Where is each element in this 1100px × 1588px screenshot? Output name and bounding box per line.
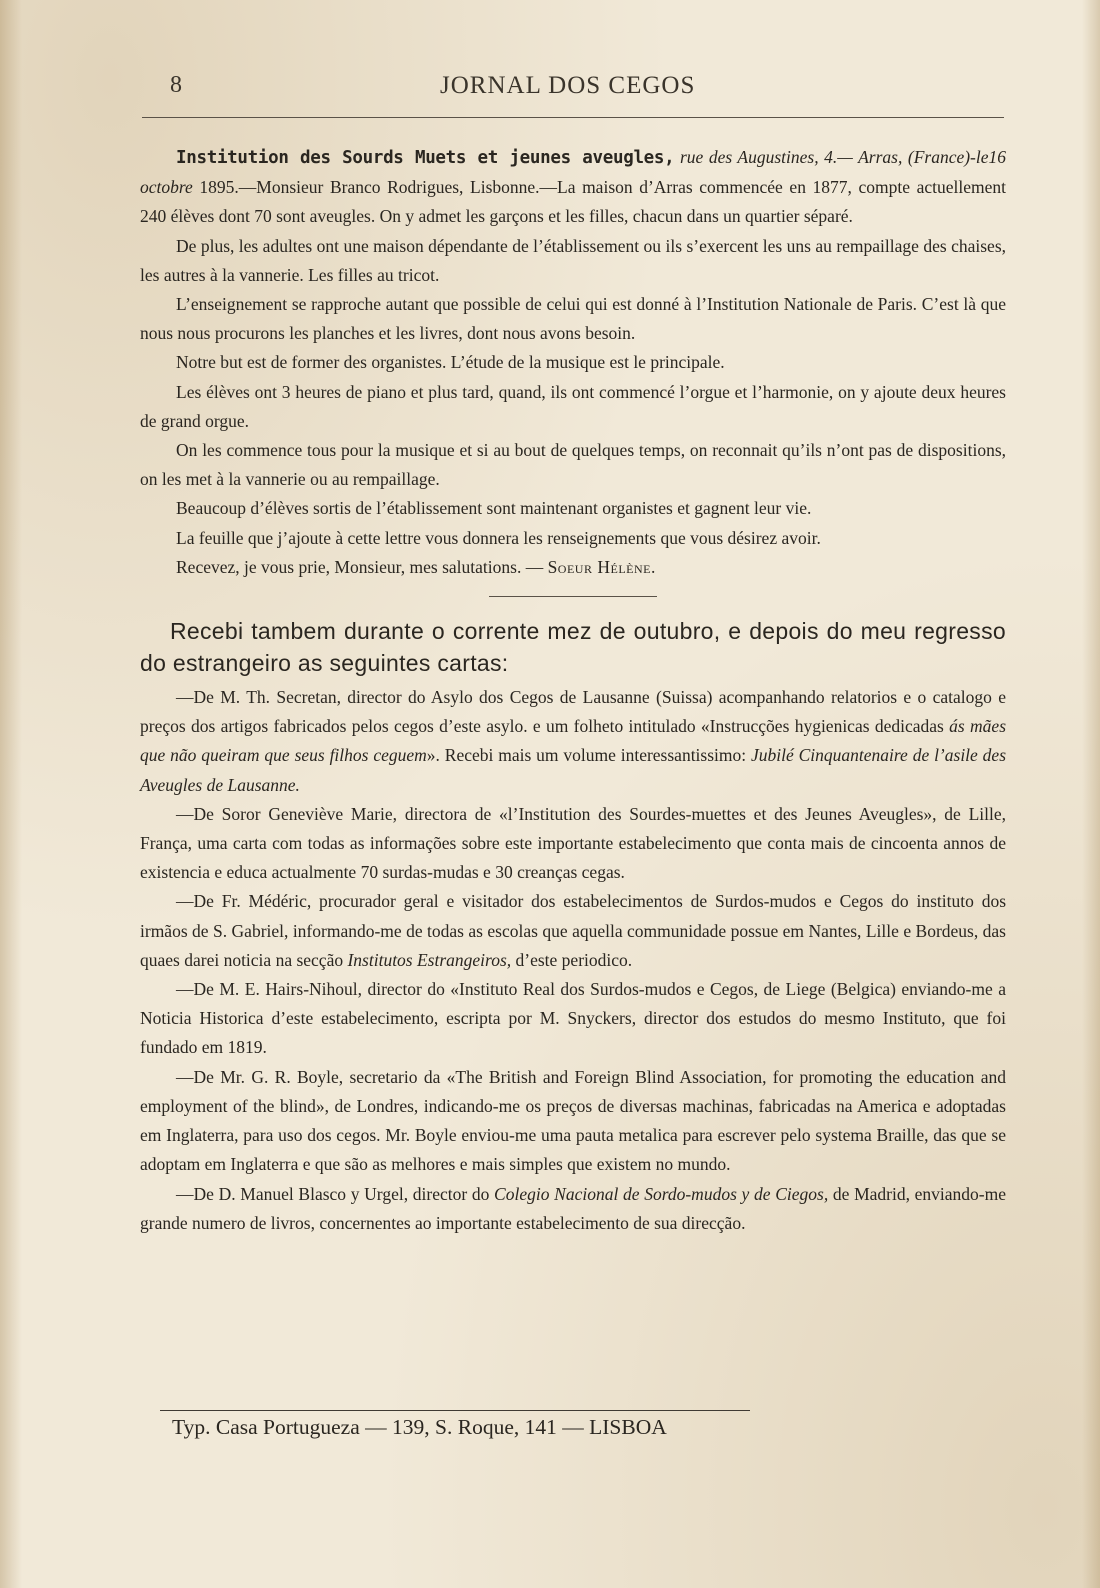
running-title: JORNAL DOS CEGOS <box>440 72 696 99</box>
intro-paragraph: Recebi tambem durante o corrente mez de outubro, e depois do meu regresso do estrangeiro as seguintes cartas: <box>140 618 1006 677</box>
section-divider <box>489 596 657 597</box>
entry-hairs-nihoul: —De M. E. Hairs-Nihoul, director do «Instituto Real dos Surdos-mudos e Cegos, de Liege (Belgica) enviando-me a Noticia Historica d’este estabelecimento, escripta por M. Snyckers, director dos estudos do mesmo Instituto, que foi fundado em 1819. <box>140 979 1006 1058</box>
letter-closing-text: Recevez, je vous prie, Monsieur, mes salutations. — <box>176 556 544 577</box>
page-number: 8 <box>170 72 182 98</box>
entry-secretan-text: —De M. Th. Secretan, director do Asylo dos Cegos de Lausanne (Suissa) acompanhando relatorios e o catalogo e preços dos artigos fabricados pelos cegos d’este asylo. e um folheto intitulado «Instrucções hygienicas dedicadas <box>140 687 1006 737</box>
entry-blasco <box>140 1180 1006 1238</box>
letter-paragraph-7: Beaucoup d’élèves sortis de l’établissement sont maintenant organistes et gagnent leur vie. <box>176 498 812 519</box>
entry-mederic-section: Institutos Estrangeiros, <box>347 949 512 970</box>
letter-paragraph-1 <box>140 143 1006 232</box>
header-rule <box>142 117 1004 118</box>
entry-secretan-text-2: ». Recebi mais um volume interessantissimo: <box>426 745 747 766</box>
entry-blasco-text-2: de Madrid, enviando-me grande numero de livros, concernentes ao importante estabelecimento de sua direcção. <box>140 1183 1007 1233</box>
letter-paragraph-3: L’enseignement se rapproche autant que possible de celui qui est donné à l’Institution Nationale de Paris. C’est là que nous nous procurons les planches et les livres, dont nous avons besoin. <box>140 294 1006 344</box>
letter-signature: Soeur Hélène. <box>547 556 656 577</box>
entry-mederic-text-2: d’este periodico. <box>515 949 633 970</box>
institution-heading: Institution des Sourds Muets et jeunes aveugles, <box>176 148 675 168</box>
entry-genevieve: —De Soror Geneviève Marie, directora de «l’Institution des Sourdes-muettes et des Jeunes Aveugles», de Lille, França, uma carta com todas as informações sobre este importante estabelecimento que conta mais de cincoenta annos de existencia e educa actualmente 70 surdas-mudas e 30 creanças cegas. <box>140 803 1006 883</box>
entry-mederic-text: —De Fr. Médéric, procurador geral e visitador dos estabelecimentos de Surdos-mudos e Cegos do instituto dos irmãos de S. Gabriel, informando-me de todas as escolas que aquella communidade possue em Nantes, Lille e Bordeus, das quaes darei noticia na secção <box>140 891 1006 970</box>
entry-blasco-college: Colegio Nacional de Sordo-mudos y de Ciegos, <box>494 1183 829 1204</box>
letter-paragraph-2: De plus, les adultes ont une maison dépendante de l’établissement ou ils s’exercent les uns au rempaillage des chaises, les autres à la vannerie. Les filles au tricot. <box>140 235 1006 285</box>
entry-blasco-text: —De D. Manuel Blasco y Urgel, director do <box>176 1183 490 1204</box>
entry-boyle: —De Mr. G. R. Boyle, secretario da «The British and Foreign Blind Association, for promoting the education and employment of the blind», de Londres, indicando-me os preços de diversas machinas, fabricadas na America e adoptadas em Inglaterra, para uso dos cegos. Mr. Boyle enviou-me uma pauta metalica para escrever pelo systema Braille, das que se adoptam em Inglaterra e que são as melhores e mais simples que existem no mundo. <box>140 1066 1006 1175</box>
entry-secretan-title: ás mães que não queiram que seus filhos ceguem <box>140 716 1007 766</box>
page-edge-left <box>0 0 22 1588</box>
letter-paragraph-5: Les élèves ont 3 heures de piano et plus tard, quand, ils ont commencé l’orgue et l’harmonie, on y ajoute deux heures de grand orgue. <box>140 381 1006 431</box>
letter-opening-text: 1895.—Monsieur Branco Rodrigues, Lisbonne.—La maison d’Arras commencée en 1877, compte actuellement 240 élèves dont 70 sont aveugles. On y admet les garçons et les filles, chacun dans un quartier séparé. <box>140 177 1007 227</box>
page-edge-right <box>1082 0 1100 1588</box>
letter-closing <box>140 553 1006 582</box>
printer-imprint: Typ. Casa Portugueza — 139, S. Roque, 141 — LISBOA <box>172 1415 667 1439</box>
footer-rule <box>160 1410 750 1411</box>
article-body <box>140 143 1006 1238</box>
entry-secretan <box>140 683 1006 800</box>
entry-mederic <box>140 887 1006 975</box>
letter-paragraph-8: La feuille que j’ajoute à cette lettre vous donnera les renseignements que vous désirez avoir. <box>176 527 821 548</box>
letter-paragraph-6: On les commence tous pour la musique et si au bout de quelques temps, on reconnait qu’ils n’ont pas de dispositions, on les met à la vannerie ou au rempaillage. <box>140 440 1006 490</box>
entry-secretan-book: Jubilé Cinquantenaire de l’asile des Aveugles de Lausanne. <box>140 745 1007 795</box>
letter-address: rue des Augustines, 4.— Arras, (France)-le16 octobre <box>140 147 1007 198</box>
letter-paragraph-4: Notre but est de former des organistes. L’étude de la musique est le principale. <box>176 352 725 373</box>
